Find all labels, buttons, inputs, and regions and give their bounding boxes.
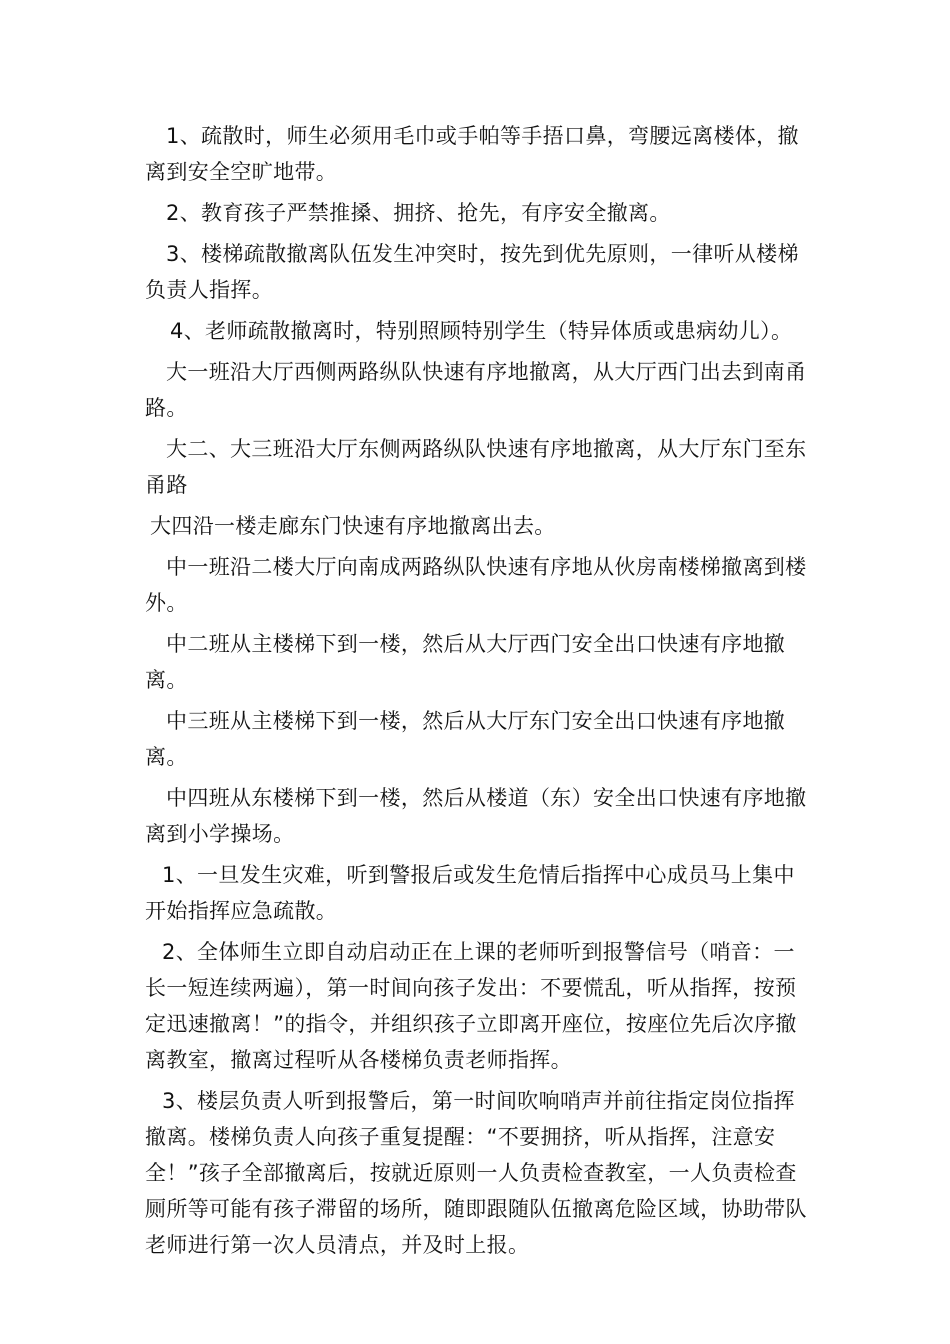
paragraph-6: 大二、大三班沿大厅东侧两路纵队快速有序地撤离，从大厅东门至东甬路 — [145, 437, 807, 497]
paragraph-8: 中一班沿二楼大厅向南成两路纵队快速有序地从伙房南楼梯撤离到楼外。 — [145, 555, 807, 615]
paragraph-2: 2、教育孩子严禁推搡、拥挤、抢先，有序安全撤离。 — [166, 201, 671, 225]
paragraph-1: 1、疏散时，师生必须用毛巾或手帕等手捂口鼻，弯腰远离楼体，撤离到安全空旷地带。 — [145, 124, 799, 184]
paragraph-11: 中四班从东楼梯下到一楼，然后从楼道（东）安全出口快速有序地撤离到小学操场。 — [145, 786, 807, 846]
paragraph-7: 大四沿一楼走廊东门快速有序地撤离出去。 — [150, 514, 556, 538]
paragraph-9: 中二班从主楼梯下到一楼，然后从大厅西门安全出口快速有序地撤离。 — [145, 632, 786, 692]
paragraph-5: 大一班沿大厅西侧两路纵队快速有序地撤离，从大厅西门出去到南甬路。 — [145, 360, 807, 420]
document-body — [145, 118, 815, 1268]
paragraph-4: 4、老师疏散撤离时，特别照顾特别学生（特异体质或患病幼儿）。 — [170, 319, 793, 343]
paragraph-3: 3、楼梯疏散撤离队伍发生冲突时，按先到优先原则，一律听从楼梯负责人指挥。 — [145, 242, 799, 302]
paragraph-14: 3、楼层负责人听到报警后，第一时间吹响哨声并前往指定岗位指挥撤离。楼梯负责人向孩子重复提醒：“不要拥挤，听从指挥，注意安全！”孩子全部撤离后，按就近原则一人负责检查教室，一人负责检查厕所等可能有孩子滞留的场所，随即跟随队伍撤离危险区域，协助带队老师进行第一次人员清点，并及时上报。 — [145, 1089, 807, 1257]
paragraph-12: 1、一旦发生灾难，听到警报后或发生危情后指挥中心成员马上集中开始指挥应急疏散。 — [145, 863, 795, 923]
paragraph-10: 中三班从主楼梯下到一楼，然后从大厅东门安全出口快速有序地撤离。 — [145, 709, 786, 769]
paragraph-13: 2、全体师生立即自动启动正在上课的老师听到报警信号（哨音：一长一短连续两遍），第一时间向孩子发出：不要慌乱，听从指挥，按预定迅速撤离！”的指令，并组织孩子立即离开座位，按座位先后次序撤离教室，撤离过程听从各楼梯负责老师指挥。 — [145, 940, 797, 1072]
